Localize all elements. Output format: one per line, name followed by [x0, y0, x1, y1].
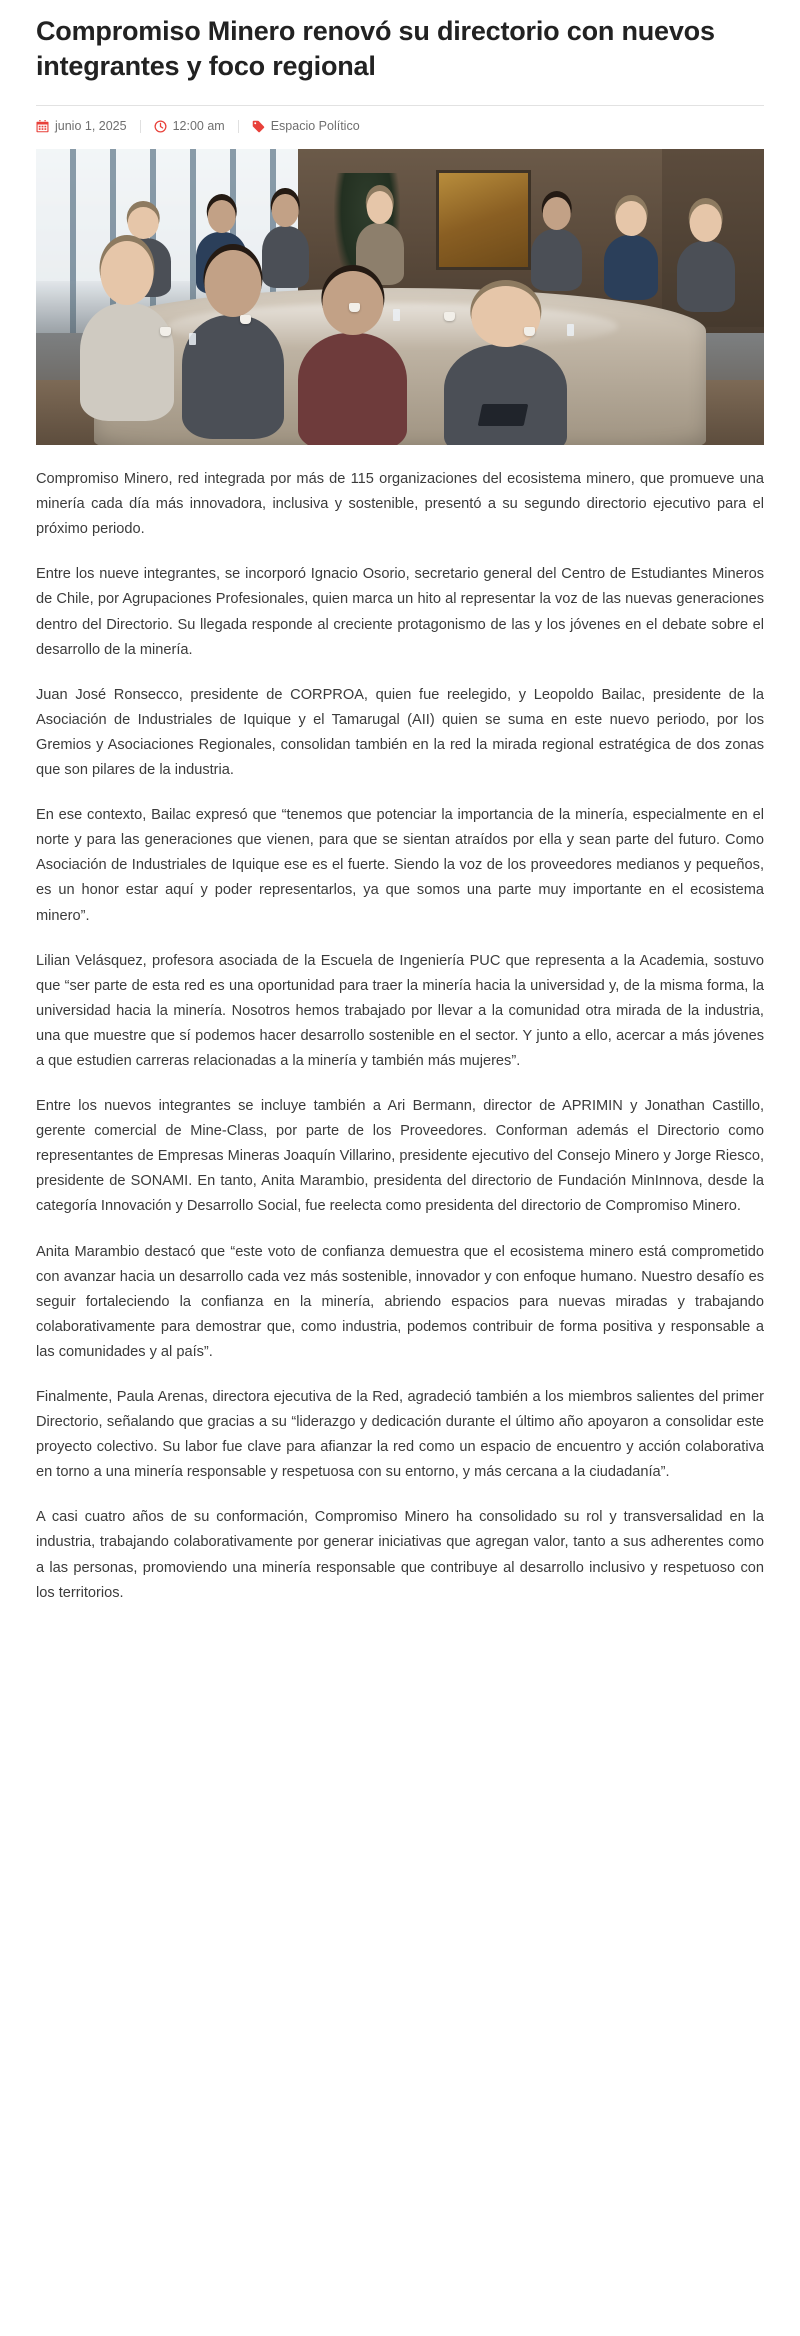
wall-art	[436, 170, 531, 271]
paragraph: Compromiso Minero, red integrada por más de 115 organizaciones del ecosistema minero, que promueve una minería cada día más innovadora, inclusiva y sostenible, presentó a su segundo directorio ejecutivo para el próximo periodo.	[36, 471, 764, 538]
tag-icon	[252, 120, 265, 133]
paragraph: Entre los nuevos integrantes se incluye también a Ari Bermann, director de APRIMIN y Jonathan Castillo, gerente comercial de Mine-Class, por parte de los Proveedores. Conforman además el Directorio como representantes de Empresas Mineras Joaquín Villarino, presidente ejecutivo del Consejo Minero y Jorge Riesco, presidente de SONAMI. En tanto, Anita Marambio, presidenta del directorio de Fundación MinInnova, desde la categoría Innovación y Desarrollo Social, fue reelecta como presidenta del directorio de Compromiso Minero.	[36, 1098, 764, 1215]
paragraph: En ese contexto, Bailac expresó que “tenemos que potenciar la importancia de la minería, especialmente en el norte y para las generaciones que vienen, para que se sientan atraídos por ella y sean parte del futuro. Como Asociación de Industriales de Iquique ese es el fuerte. Siendo la voz de los proveedores medianos y pequeños, es un honor estar aquí y poder representarlos, ya que somos una parte muy importante en el ecosistema minero”.	[36, 807, 764, 924]
coffee-cup	[444, 312, 455, 321]
paragraph: Juan José Ronsecco, presidente de CORPROA, quien fue reelegido, y Leopoldo Bailac, presidente de la Asociación de Industriales de Iquique y el Tamarugal (AII) quien se suma en este nuevo periodo, por los Gremios y Asociaciones Regionales, consolidan también en la red la mirada regional estratégica de dos zonas que son pilares de la industria.	[36, 686, 764, 779]
meta-time-text: 12:00 am	[172, 119, 225, 134]
meta-time	[154, 120, 239, 133]
paragraph: Finalmente, Paula Arenas, directora ejecutiva de la Red, agradeció también a los miembros salientes del primer Directorio, señalando que gracias a su “liderazgo y dedicación durante el último año apoyaron a consolidar este proyecto colectivo. Su labor fue clave para afianzar la red como un espacio de encuentro y acción colaborativa en torno a una minería responsable y respetuosa con su entorno, y más cercana a la ciudadanía”.	[36, 1389, 764, 1481]
person	[182, 315, 284, 439]
paragraph: Anita Marambio destacó que “este voto de confianza demuestra que el ecosistema minero está comprometido con avanzar hacia un desarrollo cada vez más sostenible, innovador y con enfoque humano. Nuestro desafío es seguir fortaleciendo la confianza en la minería, abriendo espacios para nuevas miradas y trabajando colaborativamente para demostrar que, como industria, podemos contribuir de forma positiva y responsable a las comunidades y al país”.	[36, 1243, 764, 1360]
paragraph: Lilian Velásquez, profesora asociada de la Escuela de Ingeniería PUC que representa a la Academia, sostuvo que “ser parte de esta red es una oportunidad para traer la minería hacia la universidad y, de la misma forma, la universidad hacia la minería. Nosotros hemos trabajado por llevar a la comunidad otra mirada de la industria, una que muestre que sí podemos hacer desarrollo sostenible en el sector. Y junto a ello, acercar a más jóvenes a que estudien carreras relacionadas a la minería y también más mujeres”.	[36, 952, 764, 1069]
paragraph: A casi cuatro años de su conformación, Compromiso Minero ha consolidado su rol y transversalidad en la industria, trabajando colaborativamente por generar iniciativas que agregan valor, tanto a sus adherentes como a las personas, promoviendo una minería responsable que contribuye al desarrollo inclusivo y respetuoso con los territorios.	[36, 1509, 764, 1601]
title-divider	[36, 105, 764, 106]
article-body	[36, 467, 764, 1606]
water-glass	[393, 309, 400, 321]
hero-figure	[36, 149, 764, 445]
person	[262, 226, 309, 288]
person	[444, 344, 568, 445]
meta-date	[36, 120, 141, 133]
page-title: Compromiso Minero renovó su directorio con nuevos integrantes y foco regional	[36, 16, 715, 81]
coffee-cup	[240, 315, 251, 324]
water-glass	[567, 324, 574, 336]
person	[531, 229, 582, 291]
meta-date-text: junio 1, 2025	[55, 119, 127, 134]
article-meta	[36, 120, 764, 133]
person	[80, 303, 175, 421]
meta-category[interactable]	[252, 120, 360, 133]
calendar-icon	[36, 120, 49, 133]
water-glass	[189, 333, 196, 345]
coffee-cup	[160, 327, 171, 336]
clock-icon	[154, 120, 167, 133]
coffee-cup	[524, 327, 535, 336]
notebook	[478, 404, 529, 426]
meta-category-text: Espacio Político	[270, 119, 360, 134]
hero-image	[36, 149, 764, 445]
coffee-cup	[349, 303, 360, 312]
paragraph: Entre los nueve integrantes, se incorporó Ignacio Osorio, secretario general del Centro de Estudiantes Mineros de Chile, por Agrupaciones Profesionales, quien marca un hito al representar la voz de las nuevas generaciones dentro del Directorio. Su llegada responde al creciente protagonismo de las y los jóvenes en el debate sobre el desarrollo de la minería.	[36, 566, 764, 658]
person	[604, 235, 659, 300]
person	[677, 241, 735, 312]
person	[298, 333, 407, 445]
